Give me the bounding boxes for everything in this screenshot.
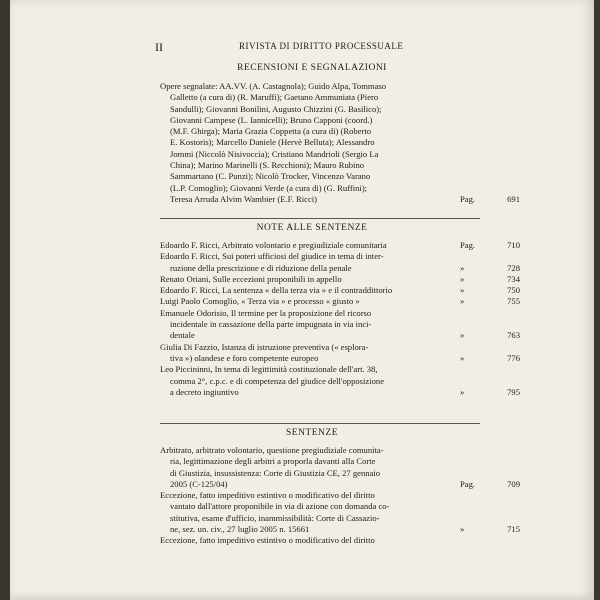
page-ref-number: 776 <box>507 352 520 363</box>
entry-line <box>160 251 520 262</box>
entry-line <box>160 308 520 319</box>
recensioni-entry <box>160 81 520 205</box>
section-title-recensioni: RECENSIONI E SEGNALAZIONI <box>237 63 387 73</box>
page-marker: » <box>460 273 465 284</box>
entry-text: ne, sez. un. civ., 27 luglio 2005 n. 15661 <box>170 524 310 535</box>
entry-line <box>160 171 520 182</box>
entry-line <box>160 535 520 546</box>
page-marker: Pag. <box>460 193 476 204</box>
journal-title: RIVISTA DI DIRITTO PROCESSUALE <box>239 41 404 51</box>
entry-text: comma 2°, c.p.c. e di competenza del giudice dell'opposizione <box>170 375 385 386</box>
note-entry <box>160 240 520 251</box>
note-entry <box>160 251 520 274</box>
entry-line <box>160 468 520 479</box>
page-ref-number: 763 <box>507 330 520 341</box>
entry-line <box>160 183 520 194</box>
entry-text: vantato dall'attore proponibile in via di azione con domanda co- <box>170 501 390 512</box>
section-divider <box>160 423 480 424</box>
entry-text: ruzione della prescrizione e di riduzione della penale <box>170 262 352 273</box>
entry-line <box>160 513 520 524</box>
running-header <box>145 40 544 54</box>
page-reference <box>460 479 520 490</box>
page-ref-number: 710 <box>507 240 520 250</box>
entry-text: Sandulli); Giovanni Bonilini, Augusto Chizzini (G. Basilico); <box>170 103 382 114</box>
entry-line <box>160 490 520 501</box>
entry-text: incidentale in cassazione della parte impugnata in via inci- <box>170 319 372 330</box>
entry-line <box>160 353 520 364</box>
page-marker: » <box>460 262 465 273</box>
entry-text: Renato Oriani, Sulle eccezioni proponibili in appello <box>160 273 342 284</box>
note-entry <box>160 342 520 365</box>
note-entry <box>160 285 520 296</box>
note-entry <box>160 364 520 398</box>
page-reference <box>460 330 520 341</box>
entry-line <box>160 137 520 148</box>
entry-line <box>160 387 520 398</box>
page-reference <box>460 524 520 535</box>
page-marker: » <box>460 285 465 296</box>
entry-line <box>160 456 520 467</box>
entry-text: Arbitrato, arbitrato volontario, questione pregiudiziale comunita- <box>160 445 384 455</box>
entry-text: Edoardo F. Ricci, Arbitrato volontario e pregiudiziale comunitaria <box>160 240 387 250</box>
page-ref-number: 691 <box>507 193 520 204</box>
entry-text: Sammartano (C. Punzi); Nicolò Trocker, Vincenzo Varano <box>170 171 371 182</box>
entry-line <box>160 81 520 92</box>
entry-line <box>160 342 520 353</box>
entry-text: Giulia Di Fazzio, Istanza di istruzione preventiva (« esplora- <box>160 341 369 352</box>
page-number: II <box>155 40 163 54</box>
page-ref-number: 795 <box>507 386 520 397</box>
entry-text: stitutiva, esame d'ufficio, inammissibilità: Corte di Cassazio- <box>170 512 380 523</box>
entry-line <box>160 194 520 205</box>
entry-text: ria, legittimazione degli arbitri a proporla davanti alla Corte <box>170 456 376 467</box>
page-ref-number: 734 <box>507 273 520 284</box>
entry-line <box>160 376 520 387</box>
page-ref-number: 750 <box>507 285 520 296</box>
page-marker: » <box>460 330 465 341</box>
page-reference <box>460 263 520 274</box>
entry-line <box>160 240 520 251</box>
entry-line <box>160 115 520 126</box>
entry-text: 2005 (C-125/04) <box>170 478 228 489</box>
entry-line <box>160 104 520 115</box>
page-reference <box>460 240 520 251</box>
sentenze-list <box>160 445 520 547</box>
entry-text: Edoardo F. Ricci, Sui poteri ufficiosi del giudice in tema di inter- <box>160 251 384 262</box>
entry-text: Teresa Arruda Alvim Wambier (E.F. Ricci) <box>170 193 318 204</box>
page-ref-number: 755 <box>507 296 520 307</box>
note-list <box>160 240 520 398</box>
entry-text: di Giustizia, insussistenza: Corte di Giustizia CE, 27 gennaio <box>170 467 381 478</box>
entry-text: Emanuele Odorisio, Il termine per la proposizione del ricorso <box>160 307 372 318</box>
note-entry <box>160 274 520 285</box>
sentenza-entry <box>160 445 520 490</box>
entry-line <box>160 319 520 330</box>
entry-line <box>160 160 520 171</box>
section-title-sentenze: SENTENZE <box>285 428 339 438</box>
entry-text: dentale <box>170 330 195 341</box>
entry-line <box>160 364 520 375</box>
entry-text: (M.F. Ghirga); Maria Grazia Coppetta (a cura di) (Roberto <box>170 126 372 137</box>
page-ref-number: 728 <box>507 262 520 273</box>
page-marker: Pag. <box>460 478 476 489</box>
entry-text: Jommi (Niccolò Nisivoccia); Cristiano Mandrioli (Sergio La <box>170 148 379 159</box>
entry-text: Eccezione, fatto impeditivo estintivo o modificativo del diritto <box>160 490 375 501</box>
section-title-note: NOTE ALLE SENTENZE <box>256 223 368 233</box>
page-ref-number: 709 <box>507 478 520 489</box>
entry-text: Giovanni Campese (L. Iannicelli); Bruno Capponi (coord.) <box>170 114 373 125</box>
entry-line <box>160 445 520 456</box>
page-marker: » <box>460 352 465 363</box>
page-marker: » <box>460 386 465 397</box>
entry-text: Luigi Paolo Comoglio, « Terza via » e processo « giusto » <box>160 296 360 307</box>
entry-line <box>160 274 520 285</box>
page-reference <box>460 387 520 398</box>
entry-text: a decreto ingiuntivo <box>170 386 239 397</box>
page-marker: » <box>460 296 465 307</box>
note-entry <box>160 296 520 307</box>
page-reference <box>460 353 520 364</box>
page-reference <box>460 285 520 296</box>
entry-line <box>160 126 520 137</box>
sentenza-entry <box>160 535 520 546</box>
entry-line <box>160 285 520 296</box>
entry-text: China); Marino Marinelli (S. Recchioni); Mauro Rubino <box>170 160 365 171</box>
entry-line <box>160 330 520 341</box>
page-marker: Pag. <box>460 240 476 250</box>
entry-line <box>160 296 520 307</box>
page-reference <box>460 274 520 285</box>
entry-text: Edoardo F. Ricci, La sentenza « della terza via » e il contraddittorio <box>160 285 393 296</box>
entry-text: tiva ») olandese e foro competente europeo <box>170 352 319 363</box>
book-page <box>10 0 594 600</box>
page-marker: » <box>460 524 465 535</box>
entry-line <box>160 524 520 535</box>
section-divider <box>160 218 480 219</box>
entry-line <box>160 479 520 490</box>
page-reference <box>460 194 520 205</box>
entry-line <box>160 149 520 160</box>
entry-text: (L.P. Comoglio); Giovanni Verde (a cura di) (G. Ruffini); <box>170 182 368 193</box>
entry-text: Eccezione, fatto impeditivo estintivo o modificativo del diritto <box>160 535 375 546</box>
entry-line <box>160 501 520 512</box>
page-ref-number: 715 <box>507 524 520 535</box>
entry-text: Leo Piccininni, In tema di legittimità costituzionale dell'art. 38, <box>160 364 378 375</box>
entry-line <box>160 92 520 103</box>
sentenza-entry <box>160 490 520 535</box>
entry-text: Opere segnalate: AA.VV. (A. Castagnola); Guido Alpa, Tommaso <box>160 81 387 91</box>
entry-line <box>160 263 520 274</box>
page-reference <box>460 296 520 307</box>
entry-text: Galletto (a cura di) (R. Maruffi); Gaetano Ammuniata (Piero <box>170 92 379 103</box>
entry-text: E. Kostoris); Marcello Daniele (Hervè Belluta); Alessandro <box>170 137 375 148</box>
note-entry <box>160 308 520 342</box>
